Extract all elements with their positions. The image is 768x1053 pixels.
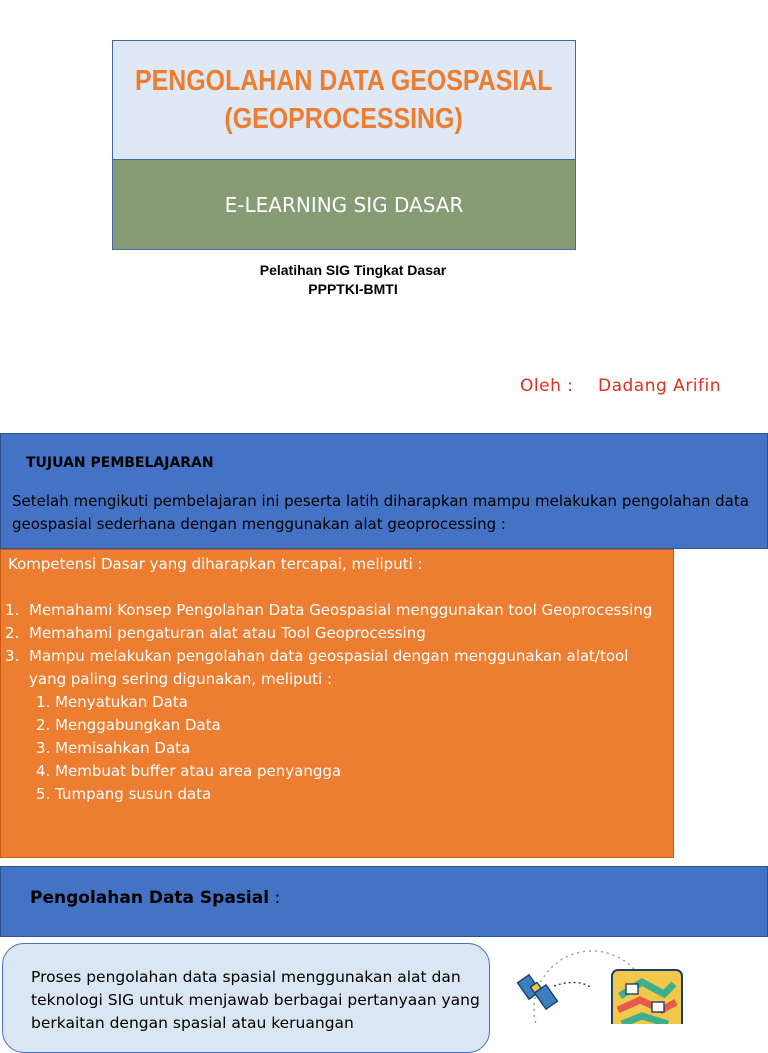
satellite-icon [518,975,558,1009]
sub-list-item: 1. Menyatukan Data [36,693,188,711]
list-item [5,599,669,622]
list-number: 3. [5,647,20,665]
main-title-line1: PENGOLAHAN DATA GEOSPASIAL [135,65,553,97]
sub-list-item: 2. Menggabungkan Data [36,716,221,734]
title-box [112,40,576,160]
section-title [30,888,280,908]
description-box [2,943,490,1053]
competencies-panel [0,549,674,858]
list-text: Mampu melakukan pengolahan data geospasial dengan menggunakan alat/tool yang paling sering digunakan, meliputi : [29,647,629,688]
list-item [5,622,669,645]
author-label: Oleh : [520,376,574,396]
competencies-list [5,599,669,806]
author-name: Dadang Arifin [598,376,722,396]
competencies-intro: Kompetensi Dasar yang diharapkan tercapai, meliputi : [8,555,423,573]
objectives-heading: TUJUAN PEMBELAJARAN [26,455,214,471]
section-header [0,866,768,937]
subtitle-box [112,160,576,250]
subtitle-text: E-LEARNING SIG DASAR [224,192,464,217]
objectives-text: Setelah mengikuti pembelajaran ini peserta latih diharapkan mampu melakukan pengolahan data geospasial sederhana dengan menggunakan alat geoprocessing : [12,492,749,533]
list-number: 1. [5,601,20,619]
list-text: Memahami Konsep Pengolahan Data Geospasial menggunakan tool Geoprocessing [29,601,653,619]
list-text: Memahami pengaturan alat atau Tool Geoprocessing [29,624,426,642]
section-title-suffix: : [269,888,281,908]
description-text: Proses pengolahan data spasial menggunakan alat dan teknologi SIG untuk menjawab berbagai pertanyaan yang berkaitan dengan spasial atau keruangan [31,968,480,1032]
section-title-text: Pengolahan Data Spasial [30,888,270,908]
objectives-panel [0,433,768,549]
main-title-line2: (GEOPROCESSING) [224,103,464,135]
sub-list-item: 5. Tumpang susun data [36,785,212,803]
sub-list-item: 3. Memisahkan Data [36,739,191,757]
organization-line2: PPPTKI-BMTI [308,281,398,297]
geoprocessing-illustration-icon [492,944,768,1024]
list-item [5,645,669,691]
list-number: 2. [5,624,20,642]
map-layers-icon [612,970,682,1024]
organization-line1: Pelatihan SIG Tingkat Dasar [259,262,447,278]
sub-list-item: 4. Membuat buffer atau area penyangga [36,762,342,780]
